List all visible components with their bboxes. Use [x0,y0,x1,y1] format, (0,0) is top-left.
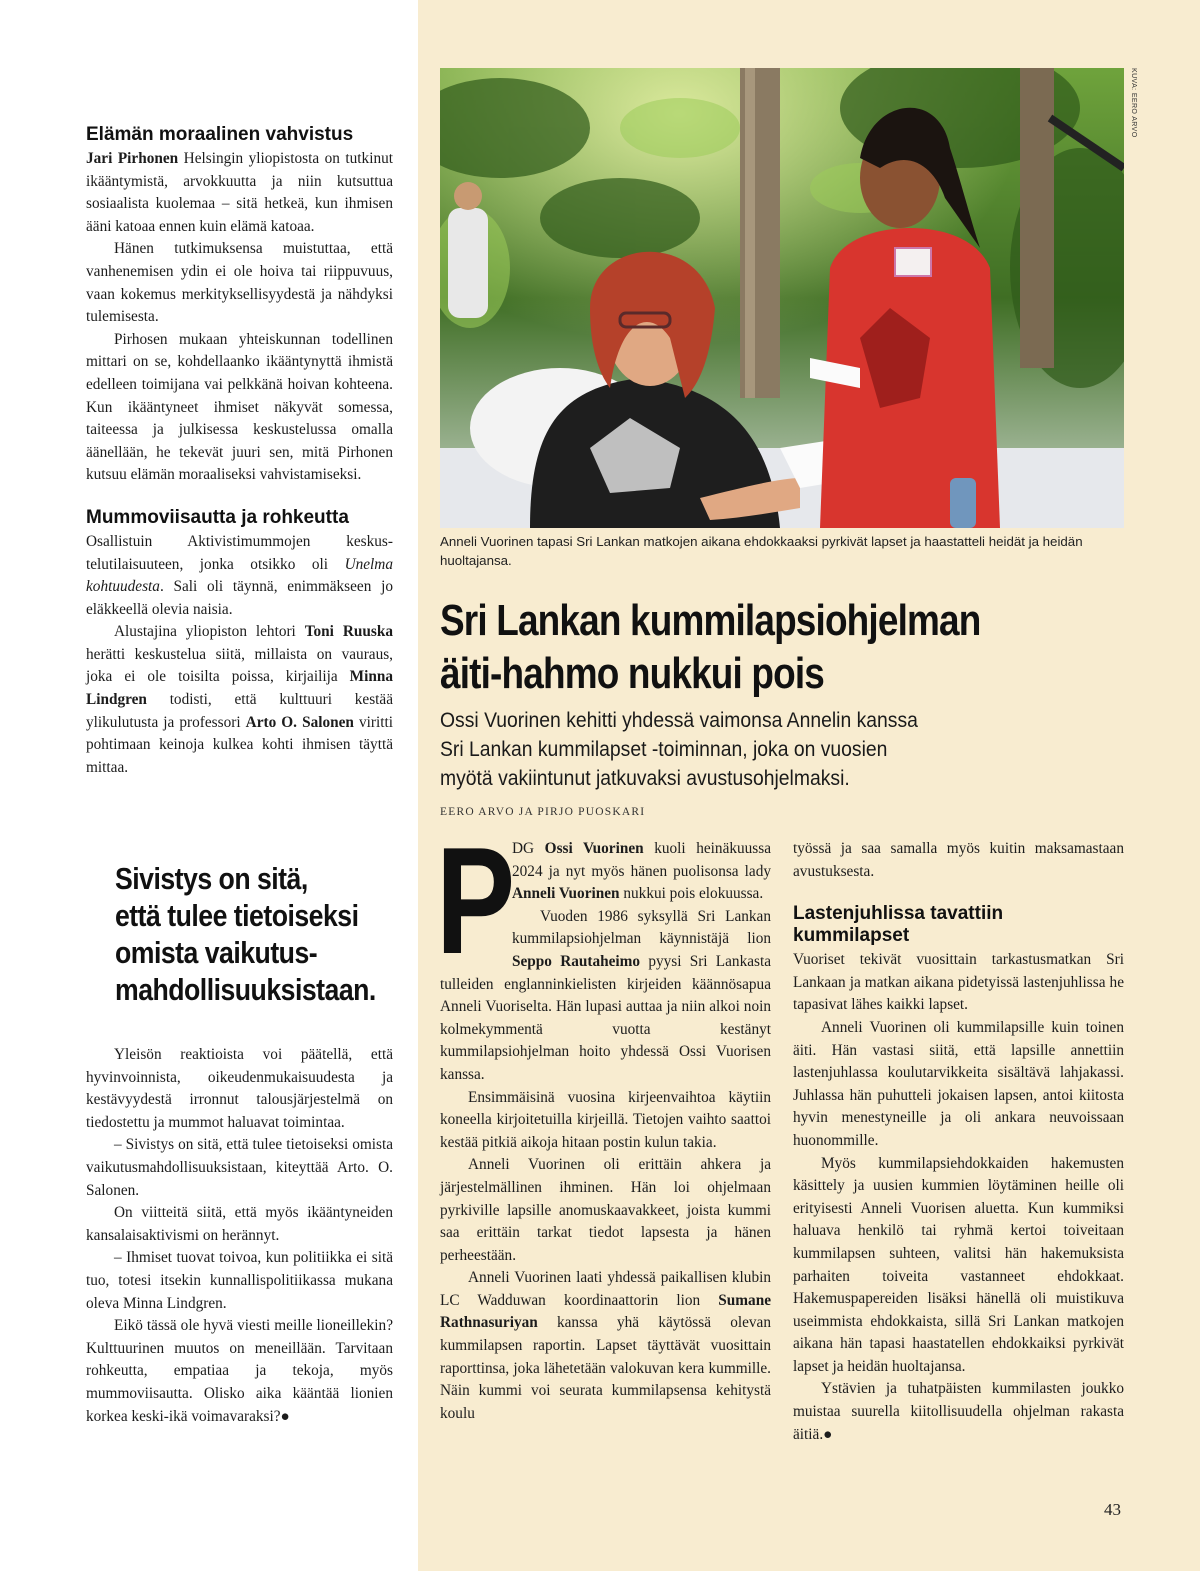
section-heading: Lastenjuhlissa tavattiin kummilapset [793,903,1004,947]
photo-two-women-icon [440,68,1124,528]
pull-quote [115,860,376,1008]
article-byline: EERO ARVO JA PIRJO PUOSKARI [440,806,646,818]
paragraph: Myös kummilapsiehdokkaiden hakemusten käsittely ja uusien kummien löytäminen heille oli erityisesti Anneli Vuorisen aluetta. Kun kummiksi haluava henkilö tai ryhmä kertoi toiveitaan kummilapsen suhteen, valitsi hän hakemuksista parhaiten toiveita vastanneet ehdokkaat. Hakemuspapereiden lisäksi hänellä oli muistikuva useimmista ehdokkaista, sillä Sri Lankan matkojen aikana hän tapasi haastatellen ehdokkaiksi pyrkivät lapset ja heidän huoltajansa. [793,1154,1124,1375]
headline-line: äiti-hahmo nukkui pois [440,649,825,698]
left-text-column-top [86,124,393,779]
photo-credit-text: KUVA: EERO ARVO [1130,68,1137,138]
article-column-2 [793,838,1124,1446]
page-number: 43 [1104,1500,1121,1519]
section-body [86,1044,393,1428]
left-text-column-bottom [86,1044,393,1428]
section-heading: Elämän moraalinen vahvistus [86,124,354,145]
pull-quote-line: mahdollisuuksistaan. [115,972,376,1007]
paragraph: Ystävien ja tuhatpäisten kummilasten joukko muistaa suurella kiitollisuudella ohjelman rakasta äitiä.● [793,1380,1124,1443]
article-headline [440,594,1028,700]
article-column-1 [436,816,771,1425]
paragraph: Yleisön reaktioista voi päätellä, että hyvinvoinnista, oikeudenmukaisuudesta ja kestävyydestä irronnut talousjärjestelmä on tiedostettu ja mummot haluavat toimintaa. [86,1046,393,1131]
paragraph: Hänen tutkimuksensa muistuttaa, että vanhenemisen ydin ei ole hoiva tai riippuvuus, vaan kokemus merkityksellisyydestä ja nähdyksi tulemisesta. [86,240,393,326]
paragraph: – Ihmiset tuovat toivoa, kun politiikka ei sitä tuo, totesi itsekin kunnallispolitiikassa mukana oleva Minna Lindgren. [86,1249,393,1312]
paragraph: Ensimmäisinä vuosina kirjeenvaihtoa käytiin koneella kirjoitetuilla kirjeillä. Tietojen vaihto saattoi kestää pitkiä aikoja hitaan postin kulun takia. [440,1088,771,1151]
photo-caption: Anneli Vuorinen tapasi Sri Lankan matkojen aikana ehdokkaaksi pyrkivät lapset ja haastatteli heidät ja heidän huoltajansa. [440,534,1083,568]
section-heading: Mummoviisautta ja rohkeutta [86,506,349,528]
paragraph: Osallistuin Aktivistimummojen keskustelutilaisuuteen, jonka otsikko oli Unelma kohtuudesta. Sali oli täynnä, enimmäkseen jo eläkkeellä olevia naisia. [86,532,393,618]
photo-credit [1127,68,1139,158]
paragraph: Anneli Vuorinen oli erittäin ahkera ja järjestelmällinen ihminen. Hän loi ohjelmaan pyrkiville lapsille anomuskaavakkeet, joista kummi saa erittäin tarkat tiedot lapsesta ja hänen perheestään. [440,1156,771,1264]
paragraph: Eikö tässä ole hyvä viesti meille lioneillekin? Kulttuurinen muutos on meneillään. Tarvitaan rohkeutta, empatiaa ja tekoja, myös mummoviisautta. Olisko aika kääntää lionien korkea keski-ikä voimavaraksi?● [86,1317,393,1425]
column-body [793,949,1124,1446]
paragraph: Anneli Vuorinen oli kummilapsille kuin toinen äiti. Hän vastasi siitä, että lapsille annettiin lastenjuhlassa koulutarvikkeita sisältävä lahjakassi. Juhlassa hän puhutteli jokaisen lapsen, antoi kiitosta hyvin menestyneille ja oli ankara neuvoissaan huonommille. [793,1018,1124,1149]
paragraph: – Sivistys on sitä, että tulee tietoiseksi omista vaikutusmahdollisuuksistaan, kiteyttää Arto. O. Salonen. [86,1136,393,1199]
headline-line: Sri Lankan kummilapsiohjelman [440,596,981,645]
paragraph: Jari Pirhonen Helsingin yliopistosta on tutkinut ikääntymistä, arvokkuutta ja niin kutsuttua sosiaalista kuolemaa – sitä hetkeä, kun ihmisen ääni katoaa ennen kuin elämä katoaa. [86,150,393,235]
paragraph: Anneli Vuorinen laati yhdessä paikallisen klubin LC Wadduwan koordinaattorin lion Sumane Rathnasuriyan kanssa yhä käytössä olevan kummilapsen raportin. Lapset täyttävät vuosittain raporttinsa, joka lähetetään valokuvan kera kummille. Näin kummi voi seurata kummilapsensa kehitystä koulu [440,1269,771,1422]
paragraph: Pirhosen mukaan yhteiskunnan todellinen mittari on se, kohdellaanko ikääntynyttä ihmistä edelleen toimijana vai pelkkänä hoivan kohteena. Kun ikääntyneet ihmiset näkyvät somessa, taiteessa ja julkisessa keskustelussa omalla äänellään, he tekevät juuri sen, mitä Pirhonen kutsuu elämän moraaliseksi vahvistamiseksi. [86,330,393,484]
pull-quote-line: omista vaikutus- [115,935,318,970]
paragraph: Vuoden 1986 syksyllä Sri Lankan kummilapsiohjelman käynnistäjä lion Seppo Rautaheimo pyysi Sri Lankasta tulleiden englanninkielisten kirjeiden käännösapua Anneli Vuoriselta. Hän lupasi auttaa ja niin alkoi noin kolmekymmentä vuotta kestänyt kummilapsiohjelman hoito yhdessä Ossi Vuorisen kanssa. [440,907,771,1083]
article-photo [440,68,1124,528]
section-body [86,531,393,780]
deck-line: Ossi Vuorinen kehitti yhdessä vaimonsa Annelin kanssa [440,708,918,732]
column-intro: työssä ja saa samalla myös kuitin maksamastaan avustuksesta. [793,840,1124,880]
paragraph: On viitteitä siitä, että myös ikääntyneiden kansalaisaktivismi on herännyt. [86,1204,393,1244]
pull-quote-line: Sivistys on sitä, [115,861,308,896]
deck-line: Sri Lankan kummilapset -toiminnan, joka on vuosien [440,737,888,761]
deck-line: myötä vakiintunut jatkuvaksi avustusohjelmaksi. [440,766,850,790]
paragraph: Vuoriset tekivät vuosittain tarkastusmatkan Sri Lankaan ja matkan aikana pidetyissä lastenjuhlissa he tapasivat lähes kaikki lapset. [793,951,1124,1014]
article-deck [440,706,1016,793]
paragraph: Alustajina yliopiston lehtori Toni Ruuska herätti keskustelua siitä, millaista on vauraus, joka ei ole toisilta poissa, kirjailija Minna Lindgren todisti, että kulttuuri kestää ylikulutusta ja professori Arto O. Salonen viritti pohtimaan keinoja kulkea kohti ihmisen täyttä mittaa. [86,623,393,776]
paragraph: DG Ossi Vuorinen kuoli heinäkuussa 2024 ja nyt myös hänen puolisonsa lady Anneli Vuorinen nukkui pois elokuussa. [512,840,771,903]
section-body [86,148,393,487]
drop-cap: P [436,816,516,986]
pull-quote-line: että tulee tietoiseksi [115,898,359,933]
